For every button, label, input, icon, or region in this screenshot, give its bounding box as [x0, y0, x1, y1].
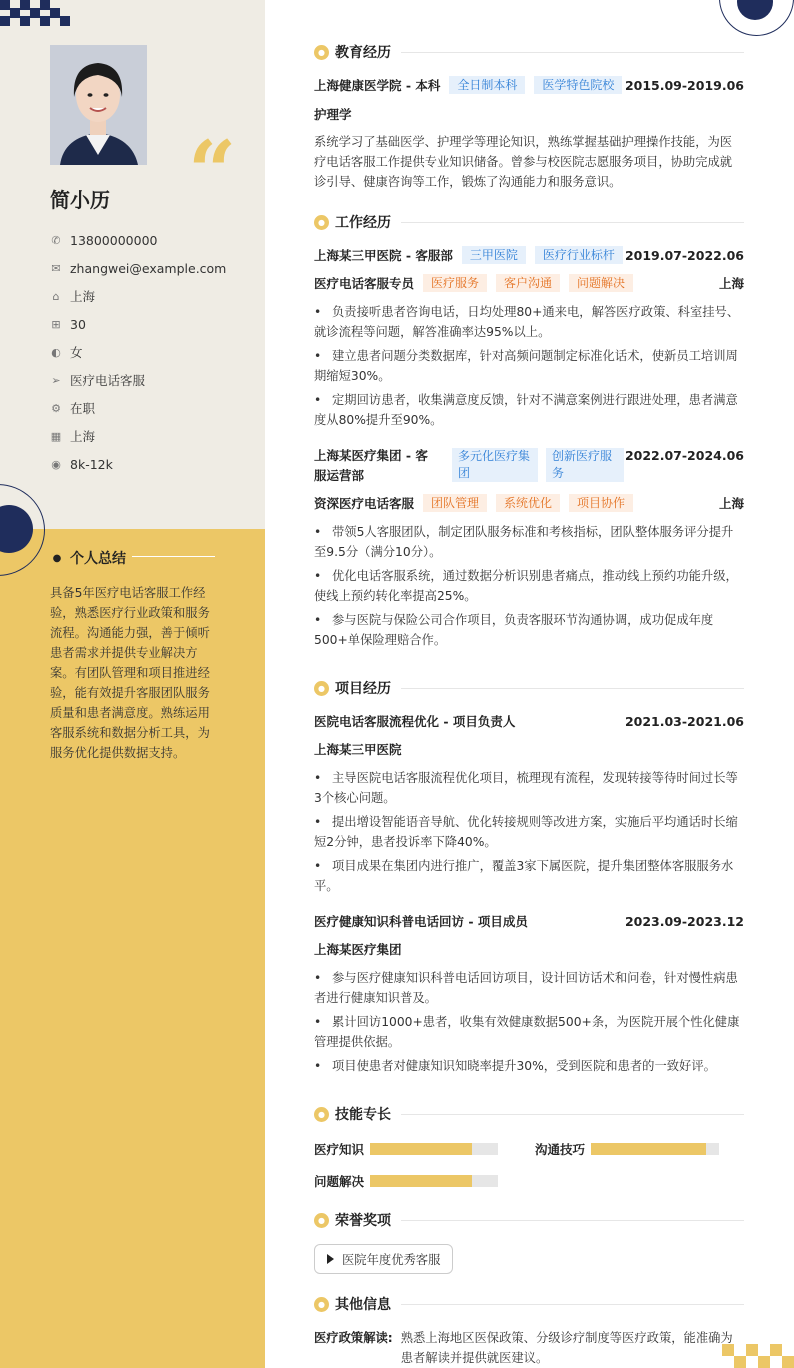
sidebar — [0, 0, 265, 1368]
divider — [401, 1220, 744, 1221]
info-value: 上海 — [70, 429, 96, 444]
tag: 多元化医疗集团 — [452, 448, 538, 482]
project-icon: ● — [314, 681, 329, 696]
divider — [401, 688, 744, 689]
job-city: 上海 — [718, 496, 744, 511]
project-org: 上海某三甲医院 — [314, 742, 402, 757]
job-header — [314, 446, 744, 486]
list-item: • 优化电话客服系统，通过数据分析识别患者痛点，推动线上预约功能升级，使线上预约转化率提高25%。 — [314, 566, 744, 606]
skill-bar — [370, 1175, 498, 1187]
list-item: • 主导医院电话客服流程优化项目，梳理现有流程，发现转接等待时间过长等3个核心问题。 — [314, 768, 744, 808]
award-name: 医院年度优秀客服 — [342, 1253, 441, 1267]
skill-bar — [591, 1143, 719, 1155]
award-badge — [314, 1244, 453, 1274]
work-icon: ● — [314, 215, 329, 230]
info-email — [50, 254, 226, 282]
date-range: 2021.03-2021.06 — [624, 713, 744, 729]
quote-icon: “ — [188, 122, 237, 221]
job-bullets — [314, 522, 744, 654]
info-value: 8k-12k — [70, 456, 113, 472]
list-item: • 带领5人客服团队，制定团队服务标准和考核指标，团队整体服务评分提升至9.5分（满分10分）。 — [314, 522, 744, 562]
info-hometown — [50, 282, 226, 310]
checker-decoration — [0, 0, 76, 26]
job-title: 资深医疗电话客服 — [314, 496, 415, 511]
list-item: • 参与医院与保险公司合作项目，负责客服环节沟通协调，成功促成年度500+单保险理赔合作。 — [314, 610, 744, 650]
skill-bar-fill — [370, 1143, 472, 1155]
summary-heading — [50, 548, 126, 568]
skill-item — [314, 1172, 498, 1190]
list-item: • 提出增设智能语音导航、优化转接规则等改进方案，实施后平均通话时长缩短2分钟，患者投诉率下降40%。 — [314, 812, 744, 852]
email-icon: ✉ — [51, 261, 61, 275]
list-item: • 项目成果在集团内进行推广，覆盖3家下属医院，提升集团整体客服服务水平。 — [314, 856, 744, 896]
other-key: 医疗政策解读: — [314, 1331, 393, 1345]
summary-title-text: 个人总结 — [70, 551, 126, 567]
skill-item — [535, 1140, 719, 1158]
candidate-name: 简小历 — [50, 188, 110, 212]
job-bullets — [314, 302, 744, 434]
info-value: 30 — [70, 316, 86, 332]
divider — [401, 1114, 744, 1115]
tag: 项目协作 — [569, 494, 633, 512]
education-row — [314, 76, 744, 94]
date-range: 2015.09-2019.06 — [624, 77, 744, 93]
list-item: • 建立患者问题分类数据库，针对高频问题制定标准化话术，使新员工培训周期缩短30%。 — [314, 346, 744, 386]
info-value: zhangwei@example.com — [70, 260, 227, 276]
info-age — [50, 310, 226, 338]
tag: 问题解决 — [569, 274, 633, 292]
date-range: 2019.07-2022.06 — [624, 247, 744, 263]
job-role-row — [314, 494, 744, 512]
info-value: 女 — [70, 345, 83, 360]
section-title: 项目经历 — [335, 681, 391, 697]
tag: 客户沟通 — [496, 274, 560, 292]
tag: 医学特色院校 — [534, 76, 622, 94]
list-item: • 负责接听患者咨询电话，日均处理80+通来电，解答医疗政策、科室挂号、就诊流程等问题，解答准确率达95%以上。 — [314, 302, 744, 342]
info-gender — [50, 338, 226, 366]
skill-bar-fill — [370, 1175, 472, 1187]
section-title: 教育经历 — [335, 45, 391, 61]
project-bullets — [314, 768, 744, 900]
status-icon: ⚙ — [51, 401, 61, 415]
education-icon: ● — [314, 45, 329, 60]
play-icon — [327, 1254, 334, 1264]
other-value: 熟悉上海地区医保政策、分级诊疗制度等医疗政策，能准确为患者解读并提供就医建议。 — [400, 1331, 733, 1365]
education-heading — [314, 42, 744, 62]
list-item: • 累计回访1000+患者，收集有效健康数据500+条，为医院开展个性化健康管理提供依据。 — [314, 1012, 744, 1052]
info-job — [50, 366, 226, 394]
company-name: 上海某三甲医院 - 客服部 — [314, 248, 453, 263]
project-name: 医疗健康知识科普电话回访 - 项目成员 — [314, 914, 528, 929]
project-org: 上海某医疗集团 — [314, 942, 402, 957]
section-title: 技能专长 — [335, 1107, 391, 1123]
skills-heading — [314, 1104, 744, 1124]
salary-icon: ◉ — [51, 457, 61, 471]
divider — [401, 52, 744, 53]
job-header — [314, 246, 744, 264]
education-description: 系统学习了基础医学、护理学等理论知识，熟练掌握基础护理操作技能，为医疗电话客服工作提供专业知识储备。曾参与校医院志愿服务项目，协助完成就诊引导、健康咨询等工作，锻炼了沟通能力和服务意识。 — [314, 135, 733, 189]
gender-icon: ◐ — [51, 345, 61, 359]
skill-name: 问题解决 — [314, 1174, 365, 1189]
skill-bar — [370, 1143, 498, 1155]
major: 护理学 — [314, 107, 352, 122]
tag: 创新医疗服务 — [546, 448, 624, 482]
list-item: • 定期回访患者，收集满意度反馈，针对不满意案例进行跟进处理，患者满意度从80%提升至90%。 — [314, 390, 744, 430]
home-icon: ⌂ — [52, 289, 60, 303]
skill-item — [314, 1140, 498, 1158]
divider — [401, 222, 744, 223]
other-info-row — [314, 1328, 744, 1368]
age-icon: ⊞ — [51, 317, 61, 331]
info-icon: ● — [314, 1297, 329, 1312]
skill-bar-fill — [591, 1143, 706, 1155]
circle-decoration-top — [719, 0, 794, 36]
list-item: • 项目使患者对健康知识知晓率提升30%，受到医院和患者的一致好评。 — [314, 1056, 744, 1076]
project-bullets — [314, 968, 744, 1080]
project-name: 医院电话客服流程优化 - 项目负责人 — [314, 714, 516, 729]
award-icon: ● — [314, 1213, 329, 1228]
info-phone — [50, 226, 226, 254]
work-heading — [314, 212, 744, 232]
date-range: 2023.09-2023.12 — [624, 913, 744, 929]
job-role-row — [314, 274, 744, 292]
contact-info-list — [50, 226, 226, 478]
info-city — [50, 422, 226, 450]
info-value: 医疗电话客服 — [70, 373, 146, 388]
job-city: 上海 — [718, 276, 744, 291]
skill-icon: ● — [314, 1107, 329, 1122]
phone-icon: ✆ — [51, 233, 61, 247]
info-value: 上海 — [70, 289, 96, 304]
tag: 团队管理 — [423, 494, 487, 512]
info-status — [50, 394, 226, 422]
tag: 全日制本科 — [449, 76, 525, 94]
school-name: 上海健康医学院 - 本科 — [314, 78, 441, 93]
list-item: • 参与医疗健康知识科普电话回访项目，设计回访话术和问卷，针对慢性病患者进行健康知识普及。 — [314, 968, 744, 1008]
city-icon: ▦ — [50, 429, 62, 443]
skill-name: 医疗知识 — [314, 1142, 365, 1157]
date-range: 2022.07-2024.06 — [624, 448, 744, 463]
info-value: 13800000000 — [70, 232, 158, 248]
summary-text: 具备5年医疗电话客服工作经验，熟悉医疗行业政策和服务流程。沟通能力强，善于倾听患者需求并提供专业解决方案。有团队管理和项目推进经验，能有效提升客服团队服务质量和患者满意度。熟练运用客服系统和数据分析工具，为服务优化提供数据支持。 — [50, 586, 210, 760]
tag: 医疗行业标杆 — [535, 246, 623, 264]
person-icon: ● — [52, 552, 62, 564]
divider — [401, 1304, 744, 1305]
section-title: 荣誉奖项 — [335, 1213, 391, 1229]
company-name: 上海某医疗集团 - 客服运营部 — [314, 448, 428, 483]
info-value: 在职 — [70, 401, 96, 416]
project-header — [314, 712, 744, 730]
info-salary — [50, 450, 226, 478]
project-header — [314, 912, 744, 930]
other-heading — [314, 1294, 744, 1314]
awards-heading — [314, 1210, 744, 1230]
tag: 三甲医院 — [462, 246, 526, 264]
tag: 系统优化 — [496, 494, 560, 512]
section-title: 其他信息 — [335, 1297, 391, 1313]
section-title: 工作经历 — [335, 215, 391, 231]
job-icon: ➢ — [51, 373, 61, 387]
skill-name: 沟通技巧 — [535, 1142, 586, 1157]
job-title: 医疗电话客服专员 — [314, 276, 415, 291]
avatar — [50, 45, 147, 165]
divider — [132, 556, 215, 557]
projects-heading — [314, 678, 744, 698]
tag: 医疗服务 — [423, 274, 487, 292]
